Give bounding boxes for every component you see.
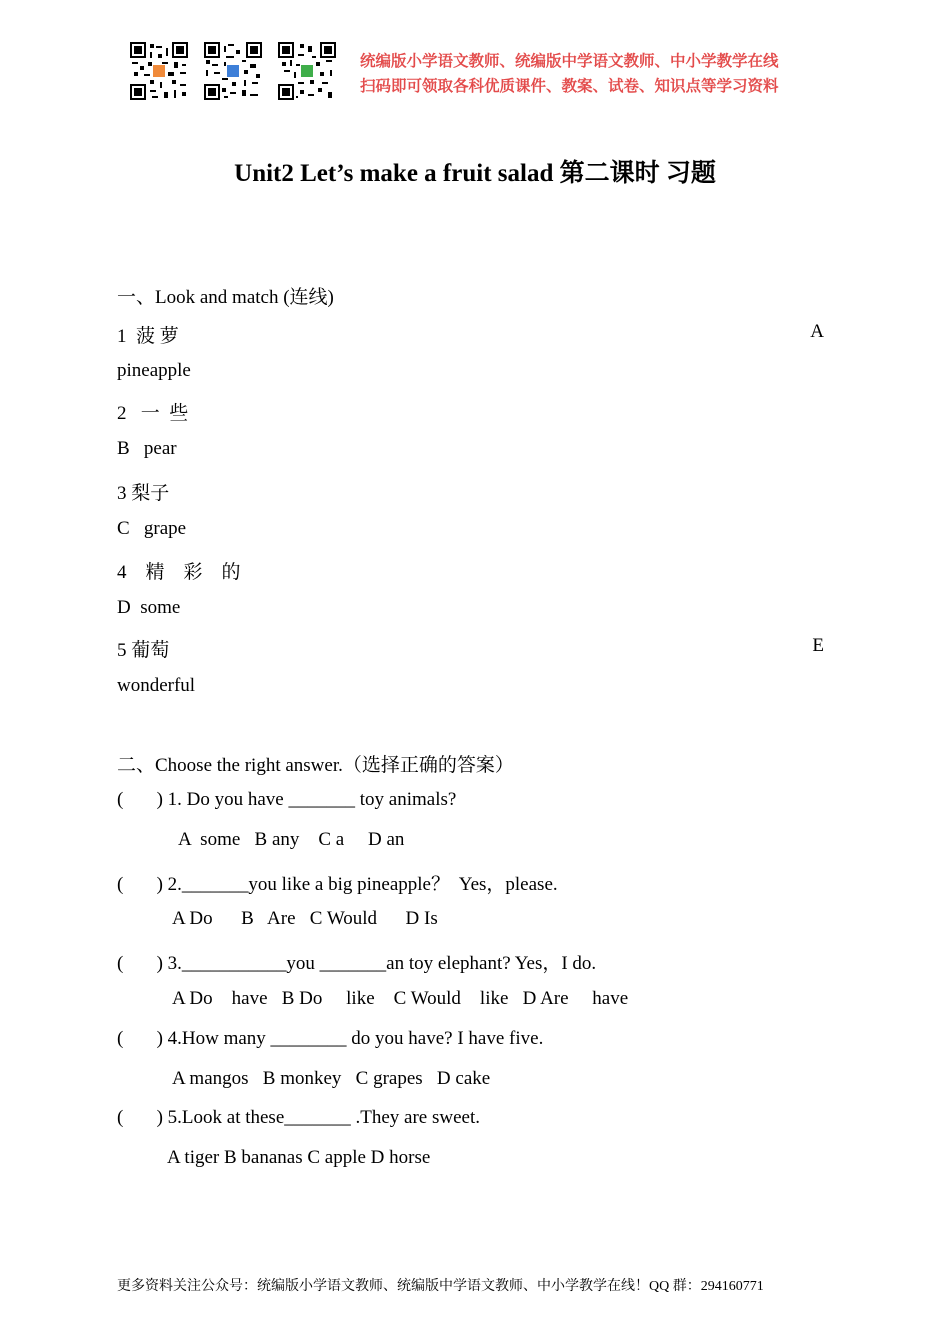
section-heading: 一、Look and match (连线) [117, 287, 334, 308]
question-line: ( ) 3.___________you _______an toy elephant? Yes，I do. [117, 953, 597, 974]
qr-code-icon [130, 42, 188, 100]
section-heading: 二、Choose the right answer.（选择正确的答案） [117, 755, 514, 776]
question-line: ( ) 4.How many ________ do you have? I have five. [117, 1028, 544, 1049]
match-item: wonderful [117, 675, 196, 696]
page-title: Unit2 Let’s make a fruit salad 第二课时 习题 [234, 160, 716, 187]
match-letter: A [810, 321, 824, 342]
match-item: pineapple [117, 360, 191, 381]
page-footer: 更多资料关注公众号：统编版小学语文教师、统编版中学语文教师、中小学教学在线！QQ 群：294160771 [117, 1279, 764, 1294]
match-item: C grape [117, 518, 187, 539]
match-item: D some [117, 597, 181, 618]
question-line: ( ) 5.Look at these_______ .They are sweet. [117, 1107, 481, 1128]
match-item: 4 精 彩 的 [117, 562, 241, 583]
question-line: ( ) 1. Do you have _______ toy animals? [117, 789, 457, 810]
question-line: ( ) 2._______you like a big pineapple？ Yes，please. [117, 874, 558, 895]
match-letter: E [812, 635, 824, 656]
match-item: B pear [117, 438, 177, 459]
question-options: A Do B Are C Would D Is [172, 908, 438, 929]
match-item: 2 一 些 [117, 403, 189, 424]
question-options: A tiger B bananas C apple D horse [167, 1147, 431, 1168]
match-item: 3 梨子 [117, 483, 170, 504]
question-options: A Do have B Do like C Would like D Are have [172, 988, 629, 1009]
banner-line: 扫码即可领取各科优质课件、教案、试卷、知识点等学习资料 [360, 77, 779, 95]
qr-code-icon [278, 42, 336, 100]
question-options: A some B any C a D an [178, 829, 405, 850]
question-options: A mangos B monkey C grapes D cake [172, 1068, 491, 1089]
banner-line: 统编版小学语文教师、统编版中学语文教师、中小学教学在线 [360, 52, 779, 70]
qr-code-icon [204, 42, 262, 100]
match-item: 5 葡萄 [117, 640, 170, 661]
match-item: 1 菠 萝 [117, 326, 179, 347]
